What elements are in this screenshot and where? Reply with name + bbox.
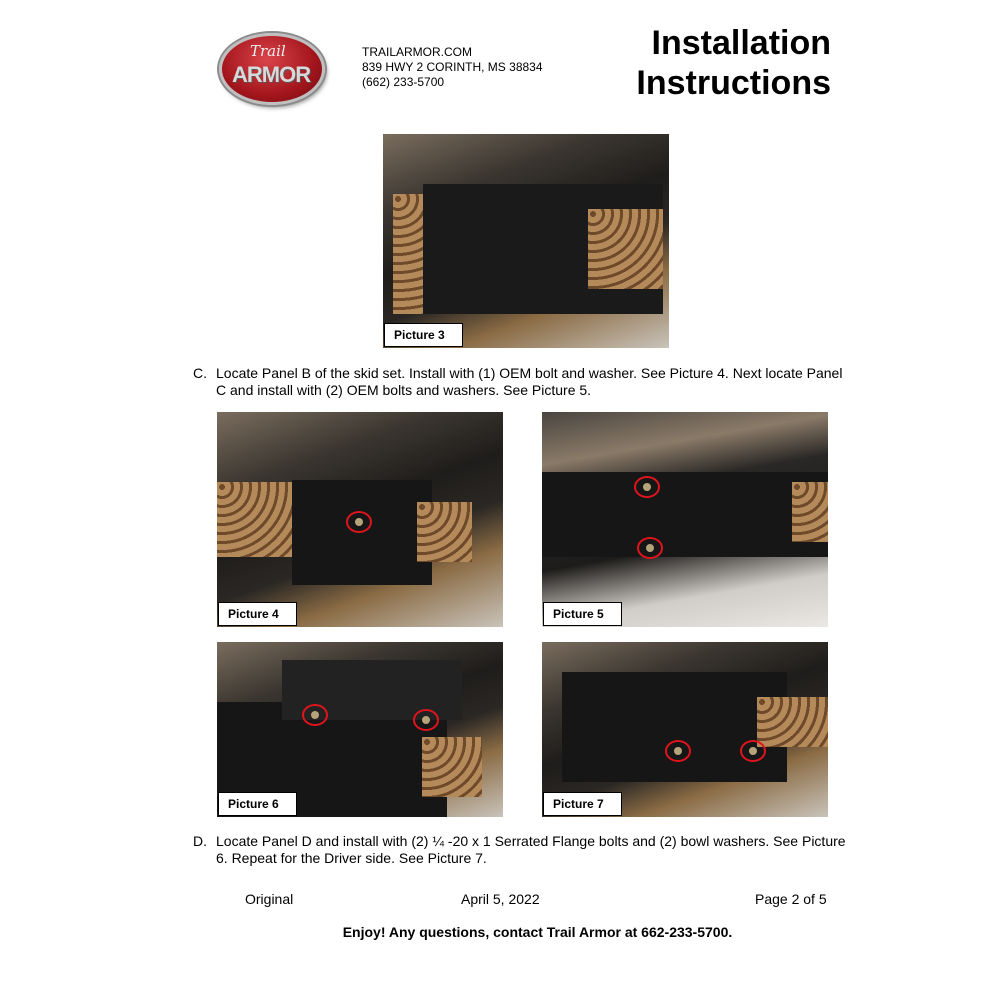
footer-page-number: Page 2 of 5 [755,891,827,907]
bolt-marker [413,709,439,731]
picture-4 [217,412,503,627]
bolt-marker [665,740,691,762]
picture-6 [217,642,503,817]
title-line-2: Instructions [636,64,831,102]
logo-text-trail: Trail [250,42,286,60]
picture-5-caption: Picture 5 [543,602,622,626]
footer-revision: Original [245,891,294,907]
step-c-label: C. [193,365,207,381]
bolt-marker [346,511,372,533]
step-d-text: Locate Panel D and install with (2) ¼ -20 x 1 Serrated Flange bolts and (2) bowl washers. See Picture 6. Repeat for the Driver side. See Picture 7. [216,833,846,866]
trail-armor-logo [219,33,325,105]
bolt-marker [740,740,766,762]
phone: (662) 233-5700 [362,75,445,89]
picture-6-caption: Picture 6 [218,792,297,816]
bolt-marker [302,704,328,726]
step-d-label: D. [193,833,207,849]
picture-7 [542,642,828,817]
street-address: 839 HWY 2 CORINTH, MS 38834 [362,60,543,74]
picture-5 [542,412,828,627]
bolt-marker [634,476,660,498]
picture-4-caption: Picture 4 [218,602,297,626]
picture-3-caption: Picture 3 [384,323,463,347]
step-d [193,833,853,866]
company-address [362,45,543,90]
picture-7-caption: Picture 7 [543,792,622,816]
title-line-1: Installation [651,24,831,62]
website: TRAILARMOR.COM [362,45,473,59]
footer-date: April 5, 2022 [461,891,540,907]
document-title [636,23,831,103]
bolt-marker [637,537,663,559]
picture-3 [383,134,669,348]
step-c-text: Locate Panel B of the skid set. Install with (1) OEM bolt and washer. See Picture 4. Next locate Panel C and install with (2) OEM bolts and washers. See Picture 5. [216,365,843,398]
logo-text-armor: ARMOR [232,62,311,87]
step-c [193,365,853,398]
closing-note: Enjoy! Any questions, contact Trail Armor at 662-233-5700. [342,924,733,940]
